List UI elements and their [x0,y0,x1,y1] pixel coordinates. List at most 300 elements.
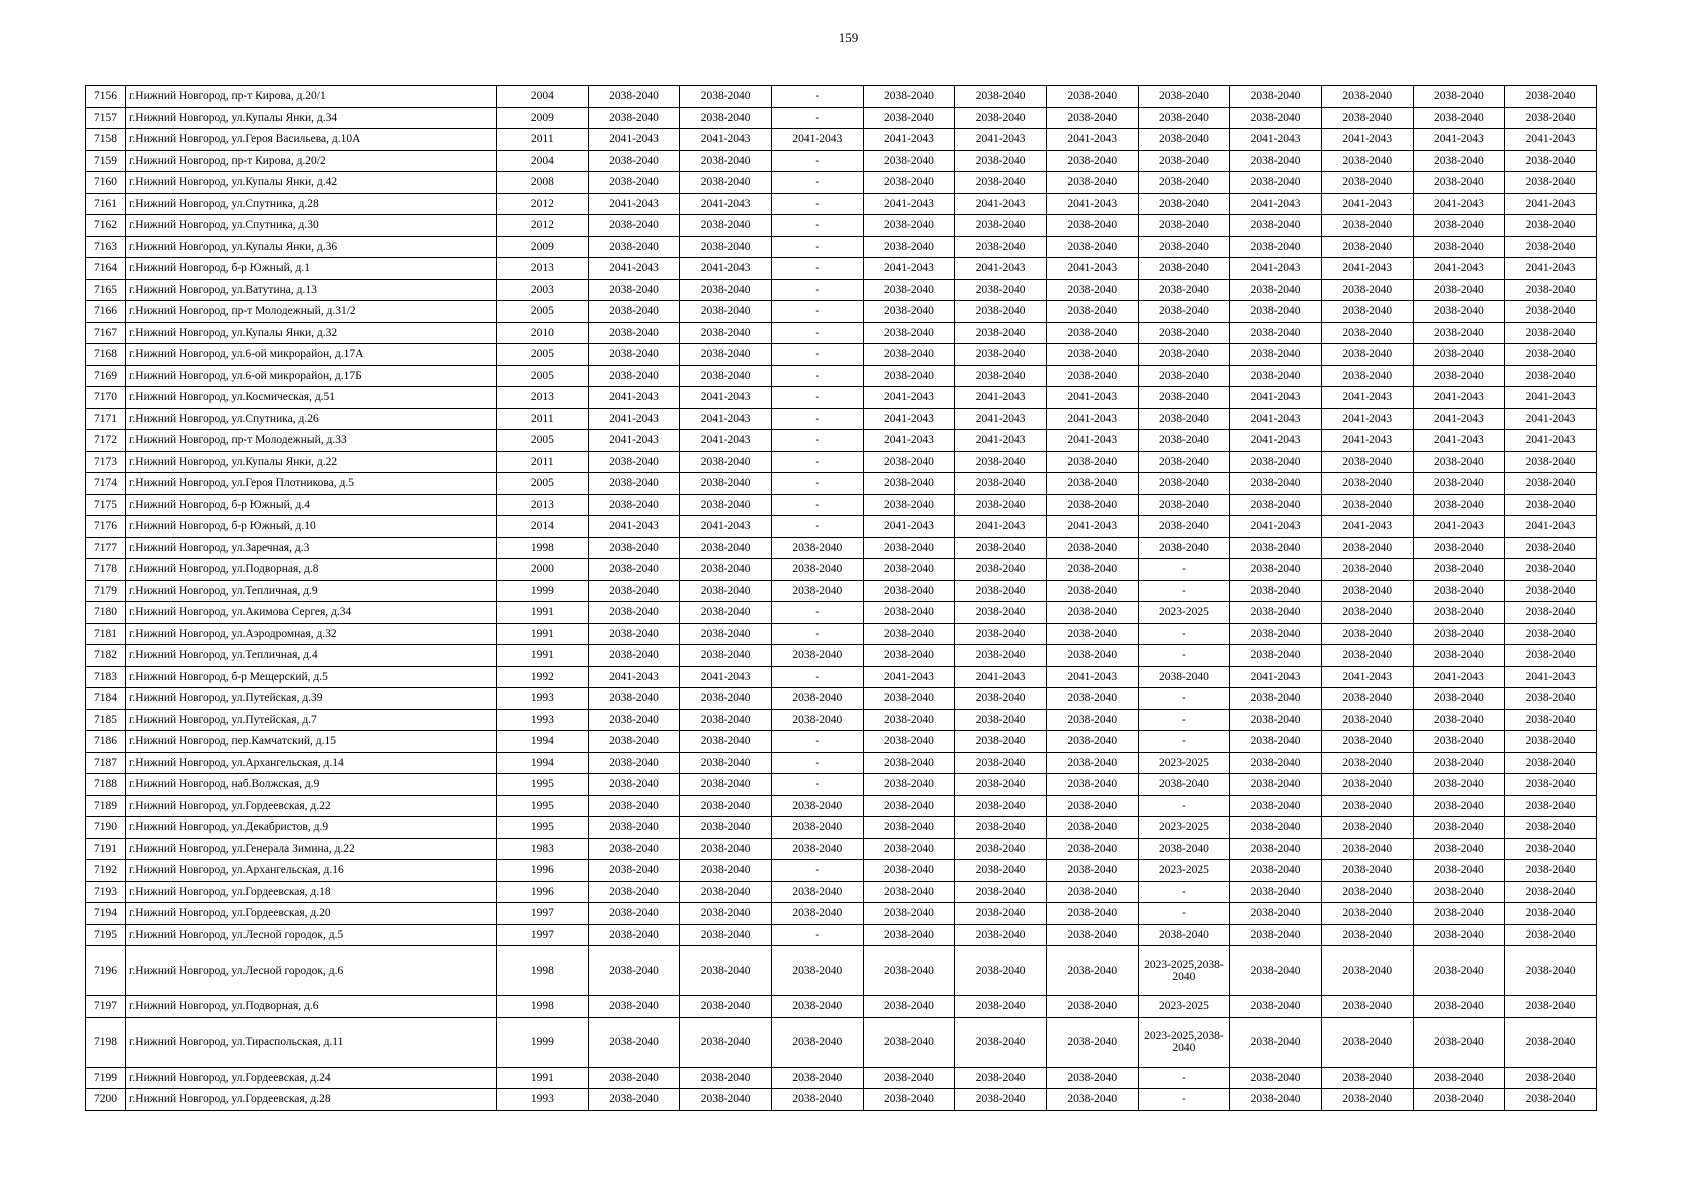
period-cell: 2038-2040 [588,731,680,753]
period-cell: 2038-2040 [680,688,772,710]
address-cell: г.Нижний Новгород, пр-т Молодежный, д.31/2 [126,301,497,323]
period-cell: 2038-2040 [1413,1067,1505,1089]
period-cell: 2038-2040 [955,1017,1047,1067]
year-cell: 2004 [497,86,589,108]
period-cell: 2038-2040 [863,731,955,753]
period-cell: 2038-2040 [955,709,1047,731]
period-cell: 2041-2043 [955,408,1047,430]
period-cell: 2038-2040 [955,172,1047,194]
row-number-cell: 7191 [86,838,126,860]
table-row [86,903,1597,925]
period-cell: 2038-2040 [955,996,1047,1018]
period-cell: 2038-2040 [1505,172,1597,194]
period-cell: 2038-2040 [680,752,772,774]
period-cell: 2038-2040 [955,150,1047,172]
period-cell: 2038-2040 [1046,946,1138,996]
period-cell: 2038-2040 [1230,752,1322,774]
period-cell: 2023-2025 [1138,996,1230,1018]
row-number-cell: 7184 [86,688,126,710]
year-cell: 1996 [497,860,589,882]
period-cell: 2038-2040 [1321,774,1413,796]
period-cell: 2041-2043 [1230,193,1322,215]
period-cell: 2038-2040 [680,322,772,344]
period-cell: 2038-2040 [863,494,955,516]
period-cell: 2038-2040 [1505,322,1597,344]
table-row [86,1089,1597,1111]
period-cell: 2038-2040 [1230,150,1322,172]
period-cell: 2038-2040 [1413,1089,1505,1111]
period-cell: 2038-2040 [955,559,1047,581]
period-cell: 2038-2040 [863,580,955,602]
year-cell: 2012 [497,215,589,237]
period-cell: 2038-2040 [1046,559,1138,581]
address-cell: г.Нижний Новгород, б-р Южный, д.4 [126,494,497,516]
period-cell: 2038-2040 [1413,537,1505,559]
table-row [86,645,1597,667]
address-cell: г.Нижний Новгород, б-р Мещерский, д.5 [126,666,497,688]
year-cell: 2014 [497,516,589,538]
period-cell: 2038-2040 [680,817,772,839]
row-number-cell: 7160 [86,172,126,194]
period-cell: 2038-2040 [588,838,680,860]
period-cell: 2038-2040 [863,172,955,194]
period-cell: 2038-2040 [680,365,772,387]
address-cell: г.Нижний Новгород, ул.Гордеевская, д.22 [126,795,497,817]
period-cell: 2038-2040 [1413,602,1505,624]
period-cell: 2038-2040 [1505,1089,1597,1111]
period-cell: 2038-2040 [1505,903,1597,925]
period-cell: - [771,236,863,258]
period-cell: 2038-2040 [1138,430,1230,452]
period-cell: 2038-2040 [863,215,955,237]
period-cell: 2038-2040 [955,881,1047,903]
table-row [86,996,1597,1018]
address-cell: г.Нижний Новгород, ул.Спутника, д.28 [126,193,497,215]
period-cell: 2038-2040 [588,1089,680,1111]
period-cell: 2038-2040 [863,150,955,172]
period-cell: 2041-2043 [1321,193,1413,215]
period-cell: 2041-2043 [1230,258,1322,280]
period-cell: - [771,430,863,452]
period-cell: - [771,344,863,366]
period-cell: 2041-2043 [1413,408,1505,430]
period-cell: 2038-2040 [1046,623,1138,645]
period-cell: 2038-2040 [1321,709,1413,731]
period-cell: 2038-2040 [588,344,680,366]
period-cell: 2041-2043 [1046,387,1138,409]
address-cell: г.Нижний Новгород, пер.Камчатский, д.15 [126,731,497,753]
period-cell: 2041-2043 [680,258,772,280]
period-cell: 2041-2043 [955,387,1047,409]
period-cell: 2038-2040 [588,623,680,645]
period-cell: 2038-2040 [588,301,680,323]
period-cell: 2038-2040 [1138,301,1230,323]
period-cell: 2038-2040 [771,688,863,710]
period-cell: 2041-2043 [1230,387,1322,409]
table-row [86,537,1597,559]
period-cell: 2038-2040 [680,774,772,796]
period-cell: 2038-2040 [1046,1067,1138,1089]
period-cell: 2038-2040 [1138,150,1230,172]
period-cell: - [771,451,863,473]
period-cell: 2038-2040 [863,365,955,387]
period-cell: 2041-2043 [588,430,680,452]
period-cell: 2038-2040 [1138,408,1230,430]
period-cell: 2038-2040 [588,473,680,495]
table-row [86,752,1597,774]
table-row [86,559,1597,581]
address-cell: г.Нижний Новгород, ул.Космическая, д.51 [126,387,497,409]
table-row [86,129,1597,151]
row-number-cell: 7180 [86,602,126,624]
period-cell: 2038-2040 [1230,215,1322,237]
period-cell: 2038-2040 [1046,236,1138,258]
period-cell: 2041-2043 [1505,129,1597,151]
table-row [86,881,1597,903]
row-number-cell: 7167 [86,322,126,344]
year-cell: 1998 [497,996,589,1018]
period-cell: 2038-2040 [1321,537,1413,559]
row-number-cell: 7174 [86,473,126,495]
period-cell: 2038-2040 [1046,1089,1138,1111]
address-cell: г.Нижний Новгород, ул.Подворная, д.6 [126,996,497,1018]
period-cell: 2038-2040 [680,860,772,882]
table-row [86,365,1597,387]
period-cell: 2038-2040 [1413,860,1505,882]
period-cell: 2038-2040 [588,774,680,796]
period-cell: 2041-2043 [1230,516,1322,538]
period-cell: 2038-2040 [1046,795,1138,817]
year-cell: 1991 [497,623,589,645]
period-cell: 2038-2040 [1321,1017,1413,1067]
period-cell: 2038-2040 [955,215,1047,237]
period-cell: 2038-2040 [680,602,772,624]
year-cell: 1998 [497,537,589,559]
period-cell: - [1138,1067,1230,1089]
period-cell: 2041-2043 [1046,516,1138,538]
address-cell: г.Нижний Новгород, ул.Заречная, д.3 [126,537,497,559]
period-cell: - [771,172,863,194]
period-cell: 2038-2040 [1321,946,1413,996]
period-cell: 2038-2040 [955,688,1047,710]
period-cell: 2038-2040 [1046,1017,1138,1067]
period-cell: 2038-2040 [1046,473,1138,495]
table-row [86,838,1597,860]
row-number-cell: 7185 [86,709,126,731]
period-cell: 2038-2040 [1505,881,1597,903]
period-cell: 2038-2040 [1413,817,1505,839]
year-cell: 1997 [497,924,589,946]
address-cell: г.Нижний Новгород, ул.Архангельская, д.14 [126,752,497,774]
period-cell: 2038-2040 [588,752,680,774]
period-cell: 2038-2040 [1046,215,1138,237]
period-cell: - [1138,709,1230,731]
period-cell: 2038-2040 [1413,322,1505,344]
period-cell: 2038-2040 [955,623,1047,645]
period-cell: 2038-2040 [1413,86,1505,108]
period-cell: 2038-2040 [680,236,772,258]
table-row [86,580,1597,602]
period-cell: 2038-2040 [1046,494,1138,516]
period-cell: 2038-2040 [955,301,1047,323]
period-cell: 2038-2040 [863,817,955,839]
period-cell: 2038-2040 [863,107,955,129]
row-number-cell: 7176 [86,516,126,538]
period-cell: 2038-2040 [1321,1067,1413,1089]
period-cell: 2038-2040 [1230,688,1322,710]
year-cell: 2012 [497,193,589,215]
period-cell: 2038-2040 [1230,731,1322,753]
table-row [86,666,1597,688]
period-cell: 2038-2040 [1046,451,1138,473]
period-cell: 2038-2040 [1321,881,1413,903]
period-cell: 2038-2040 [1505,838,1597,860]
period-cell: 2041-2043 [1505,408,1597,430]
row-number-cell: 7172 [86,430,126,452]
year-cell: 1997 [497,903,589,925]
period-cell: 2041-2043 [1046,430,1138,452]
period-cell: - [771,107,863,129]
period-cell: 2041-2043 [955,193,1047,215]
period-cell: 2038-2040 [1046,107,1138,129]
row-number-cell: 7163 [86,236,126,258]
period-cell: 2038-2040 [1230,86,1322,108]
table-row [86,924,1597,946]
period-cell: 2038-2040 [680,881,772,903]
table-row [86,1017,1597,1067]
period-cell: 2038-2040 [680,451,772,473]
period-cell: 2038-2040 [1230,580,1322,602]
row-number-cell: 7196 [86,946,126,996]
period-cell: 2038-2040 [863,838,955,860]
year-cell: 2005 [497,430,589,452]
row-number-cell: 7197 [86,996,126,1018]
period-cell: 2038-2040 [1321,623,1413,645]
period-cell: 2038-2040 [1321,451,1413,473]
period-cell: 2038-2040 [680,301,772,323]
period-cell: 2041-2043 [680,666,772,688]
row-number-cell: 7182 [86,645,126,667]
period-cell: 2038-2040 [771,1067,863,1089]
period-cell: 2038-2040 [955,322,1047,344]
period-cell: 2038-2040 [680,838,772,860]
year-cell: 1991 [497,1067,589,1089]
year-cell: 1995 [497,795,589,817]
period-cell: 2041-2043 [1413,387,1505,409]
period-cell: 2023-2025 [1138,817,1230,839]
period-cell: 2038-2040 [1505,537,1597,559]
period-cell: 2038-2040 [771,580,863,602]
period-cell: 2038-2040 [1230,344,1322,366]
year-cell: 2013 [497,387,589,409]
period-cell: 2038-2040 [588,580,680,602]
address-cell: г.Нижний Новгород, ул.Купалы Янки, д.32 [126,322,497,344]
period-cell: 2038-2040 [771,559,863,581]
period-cell: 2038-2040 [680,215,772,237]
period-cell: 2038-2040 [1413,623,1505,645]
address-cell: г.Нижний Новгород, ул.Подворная, д.8 [126,559,497,581]
period-cell: - [1138,559,1230,581]
period-cell: 2038-2040 [588,795,680,817]
period-cell: - [771,473,863,495]
period-cell: - [771,150,863,172]
period-cell: - [771,301,863,323]
period-cell: 2038-2040 [863,301,955,323]
period-cell: 2038-2040 [771,537,863,559]
period-cell: 2038-2040 [1138,344,1230,366]
period-cell: 2041-2043 [1321,430,1413,452]
row-number-cell: 7165 [86,279,126,301]
period-cell: 2038-2040 [1046,860,1138,882]
table-row [86,322,1597,344]
address-cell: г.Нижний Новгород, ул.Тепличная, д.4 [126,645,497,667]
period-cell: 2038-2040 [1505,344,1597,366]
period-cell: 2038-2040 [588,946,680,996]
period-cell: 2038-2040 [1138,107,1230,129]
period-cell: 2038-2040 [955,344,1047,366]
period-cell: 2041-2043 [680,516,772,538]
table-row [86,709,1597,731]
period-cell: 2038-2040 [863,795,955,817]
period-cell: - [1138,688,1230,710]
period-cell: 2041-2043 [1413,430,1505,452]
period-cell: 2038-2040 [863,537,955,559]
row-number-cell: 7177 [86,537,126,559]
year-cell: 1995 [497,774,589,796]
period-cell: 2038-2040 [680,946,772,996]
period-cell: 2038-2040 [1413,731,1505,753]
address-cell: г.Нижний Новгород, ул.Гордеевская, д.20 [126,903,497,925]
period-cell: 2041-2043 [955,430,1047,452]
period-cell: 2038-2040 [1413,559,1505,581]
period-cell: 2038-2040 [863,924,955,946]
period-cell: 2038-2040 [680,279,772,301]
period-cell: 2038-2040 [1046,903,1138,925]
period-cell: 2038-2040 [863,774,955,796]
table-row [86,430,1597,452]
period-cell: 2038-2040 [1230,602,1322,624]
period-cell: - [771,666,863,688]
period-cell: 2038-2040 [1138,129,1230,151]
year-cell: 1995 [497,817,589,839]
period-cell: 2038-2040 [771,1089,863,1111]
table-row [86,795,1597,817]
table-row [86,86,1597,108]
period-cell: 2038-2040 [863,709,955,731]
period-cell: 2038-2040 [588,86,680,108]
period-cell: 2041-2043 [588,129,680,151]
period-cell: 2038-2040 [1413,494,1505,516]
period-cell: 2038-2040 [680,559,772,581]
period-cell: - [1138,903,1230,925]
period-cell: 2038-2040 [588,494,680,516]
address-cell: г.Нижний Новгород, ул.Ватутина, д.13 [126,279,497,301]
period-cell: 2038-2040 [863,645,955,667]
period-cell: 2038-2040 [1413,150,1505,172]
period-cell: 2038-2040 [1138,365,1230,387]
address-cell: г.Нижний Новгород, пр-т Кирова, д.20/2 [126,150,497,172]
period-cell: 2038-2040 [863,86,955,108]
period-cell: 2041-2043 [863,258,955,280]
period-cell: 2038-2040 [1413,580,1505,602]
period-cell: 2038-2040 [1138,279,1230,301]
period-cell: 2038-2040 [1505,924,1597,946]
period-cell: 2038-2040 [1230,1067,1322,1089]
period-cell: 2041-2043 [680,387,772,409]
period-cell: 2038-2040 [1046,709,1138,731]
address-cell: г.Нижний Новгород, ул.Акимова Сергея, д.34 [126,602,497,624]
period-cell: - [771,860,863,882]
period-cell: 2038-2040 [1413,301,1505,323]
year-cell: 1999 [497,1017,589,1067]
period-cell: 2038-2040 [680,731,772,753]
period-cell: 2038-2040 [680,1017,772,1067]
period-cell: 2038-2040 [588,645,680,667]
period-cell: 2038-2040 [1413,236,1505,258]
period-cell: 2038-2040 [863,752,955,774]
year-cell: 2011 [497,129,589,151]
period-cell: - [771,365,863,387]
period-cell: 2041-2043 [1505,516,1597,538]
period-cell: 2038-2040 [1138,473,1230,495]
period-cell: 2038-2040 [1321,1089,1413,1111]
row-number-cell: 7173 [86,451,126,473]
period-cell: 2038-2040 [1321,150,1413,172]
address-cell: г.Нижний Новгород, ул.Лесной городок, д.5 [126,924,497,946]
table-row [86,516,1597,538]
period-cell: - [771,193,863,215]
period-cell: 2038-2040 [955,817,1047,839]
period-cell: 2038-2040 [1230,946,1322,996]
address-cell: г.Нижний Новгород, ул.Декабристов, д.9 [126,817,497,839]
period-cell: 2038-2040 [1505,494,1597,516]
period-cell: 2041-2043 [588,193,680,215]
table-row [86,301,1597,323]
period-cell: 2038-2040 [1230,365,1322,387]
period-cell: 2038-2040 [1046,602,1138,624]
period-cell: 2038-2040 [1413,924,1505,946]
period-cell: 2041-2043 [588,666,680,688]
period-cell: 2038-2040 [1138,387,1230,409]
period-cell: 2038-2040 [1505,752,1597,774]
address-cell: г.Нижний Новгород, ул.Генерала Зимина, д.22 [126,838,497,860]
row-number-cell: 7194 [86,903,126,925]
period-cell: 2038-2040 [1321,86,1413,108]
period-cell: 2038-2040 [1413,1017,1505,1067]
period-cell: 2038-2040 [588,537,680,559]
period-cell: - [771,774,863,796]
period-cell: 2038-2040 [863,688,955,710]
year-cell: 1993 [497,688,589,710]
period-cell: 2041-2043 [1321,129,1413,151]
period-cell: 2038-2040 [1230,473,1322,495]
address-cell: г.Нижний Новгород, ул.Путейская, д.7 [126,709,497,731]
row-number-cell: 7178 [86,559,126,581]
period-cell: 2038-2040 [588,817,680,839]
period-cell: 2041-2043 [863,408,955,430]
period-cell: 2038-2040 [863,236,955,258]
period-cell: 2038-2040 [863,322,955,344]
table-row [86,215,1597,237]
period-cell: 2038-2040 [1230,623,1322,645]
period-cell: 2038-2040 [588,1017,680,1067]
period-cell: 2038-2040 [1230,537,1322,559]
year-cell: 1991 [497,602,589,624]
period-cell: 2041-2043 [1413,666,1505,688]
year-cell: 2005 [497,301,589,323]
period-cell: 2041-2043 [1321,408,1413,430]
year-cell: 2003 [497,279,589,301]
